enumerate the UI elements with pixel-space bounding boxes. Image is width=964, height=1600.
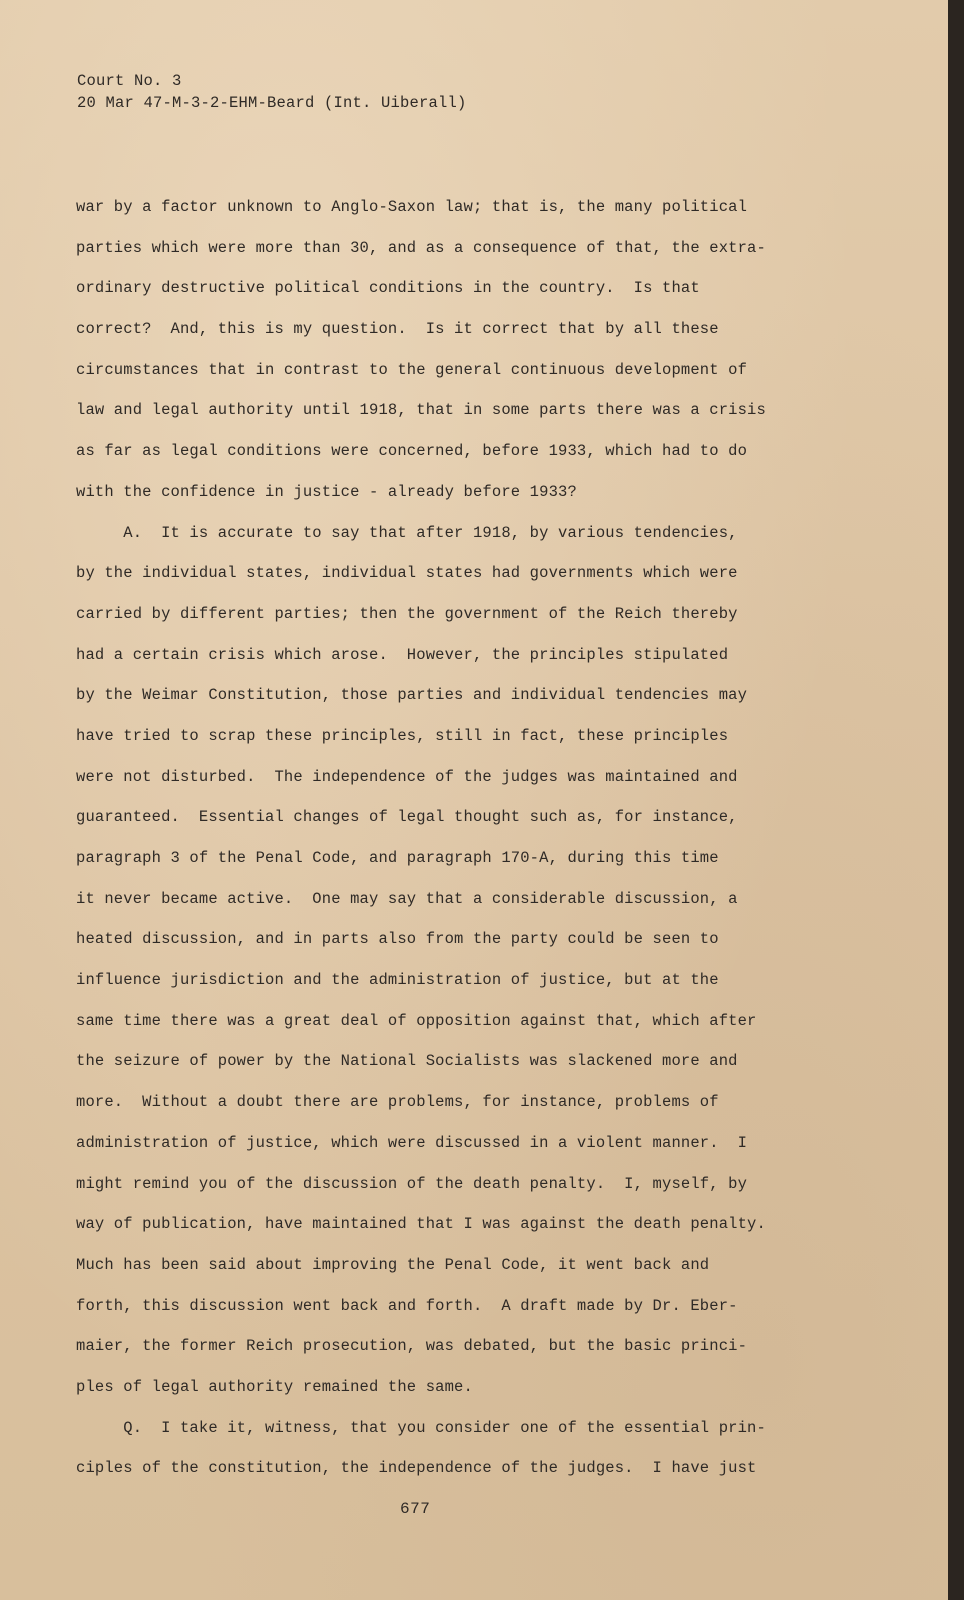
transcript-line: circumstances that in contrast to the general continuous development of bbox=[76, 360, 748, 379]
session-reference: 20 Mar 47-M-3-2-EHM-Beard (Int. Uiberall) bbox=[77, 94, 467, 112]
transcript-body bbox=[76, 196, 836, 1498]
transcript-line: it never became active. One may say that a considerable discussion, a bbox=[76, 889, 738, 908]
transcript-line: carried by different parties; then the government of the Reich thereby bbox=[76, 604, 738, 623]
transcript-line: administration of justice, which were discussed in a violent manner. I bbox=[76, 1133, 748, 1152]
transcript-line: by the Weimar Constitution, those parties and individual tendencies may bbox=[76, 686, 748, 705]
transcript-line: had a certain crisis which arose. However, the principles stipulated bbox=[76, 645, 729, 664]
page-edge bbox=[948, 0, 956, 1600]
transcript-line: guaranteed. Essential changes of legal thought such as, for instance, bbox=[76, 808, 738, 827]
answer-line: A. It is accurate to say that after 1918, by various tendencies, bbox=[76, 523, 738, 542]
document-header bbox=[77, 70, 467, 114]
transcript-line: ciples of the constitution, the independence of the judges. I have just bbox=[76, 1459, 757, 1478]
transcript-line: Much has been said about improving the Penal Code, it went back and bbox=[76, 1255, 710, 1274]
transcript-line: heated discussion, and in parts also from the party could be seen to bbox=[76, 930, 719, 949]
transcript-line: war by a factor unknown to Anglo-Saxon law; that is, the many political bbox=[76, 198, 748, 216]
transcript-line: parties which were more than 30, and as a consequence of that, the extra- bbox=[76, 238, 766, 257]
court-number: Court No. 3 bbox=[77, 72, 182, 90]
transcript-line: forth, this discussion went back and forth. A draft made by Dr. Eber- bbox=[76, 1296, 738, 1315]
transcript-line: correct? And, this is my question. Is it correct that by all these bbox=[76, 320, 719, 339]
question-line: Q. I take it, witness, that you consider one of the essential prin- bbox=[76, 1418, 766, 1437]
transcript-line: maier, the former Reich prosecution, was debated, but the basic princi- bbox=[76, 1337, 748, 1356]
transcript-line: have tried to scrap these principles, still in fact, these principles bbox=[76, 726, 729, 745]
transcript-line: influence jurisdiction and the administration of justice, but at the bbox=[76, 971, 719, 990]
transcript-line: law and legal authority until 1918, that in some parts there was a crisis bbox=[76, 401, 766, 420]
transcript-line: as far as legal conditions were concerned, before 1933, which had to do bbox=[76, 442, 748, 461]
transcript-line: ples of legal authority remained the same. bbox=[76, 1377, 473, 1396]
transcript-line: the seizure of power by the National Socialists was slackened more and bbox=[76, 1052, 738, 1071]
transcript-line: more. Without a doubt there are problems, for instance, problems of bbox=[76, 1093, 719, 1112]
transcript-line: ordinary destructive political conditions in the country. Is that bbox=[76, 279, 700, 298]
page-number: 677 bbox=[400, 1500, 431, 1518]
transcript-line: might remind you of the discussion of the death penalty. I, myself, by bbox=[76, 1174, 748, 1193]
transcript-line: were not disturbed. The independence of the judges was maintained and bbox=[76, 767, 738, 786]
transcript-line: paragraph 3 of the Penal Code, and paragraph 170-A, during this time bbox=[76, 849, 719, 867]
transcript-line: with the confidence in justice - already before 1933? bbox=[76, 482, 577, 501]
transcript-line: way of publication, have maintained that I was against the death penalty. bbox=[76, 1215, 766, 1234]
transcript-line: by the individual states, individual states had governments which were bbox=[76, 564, 738, 583]
transcript-line: same time there was a great deal of opposition against that, which after bbox=[76, 1011, 757, 1030]
